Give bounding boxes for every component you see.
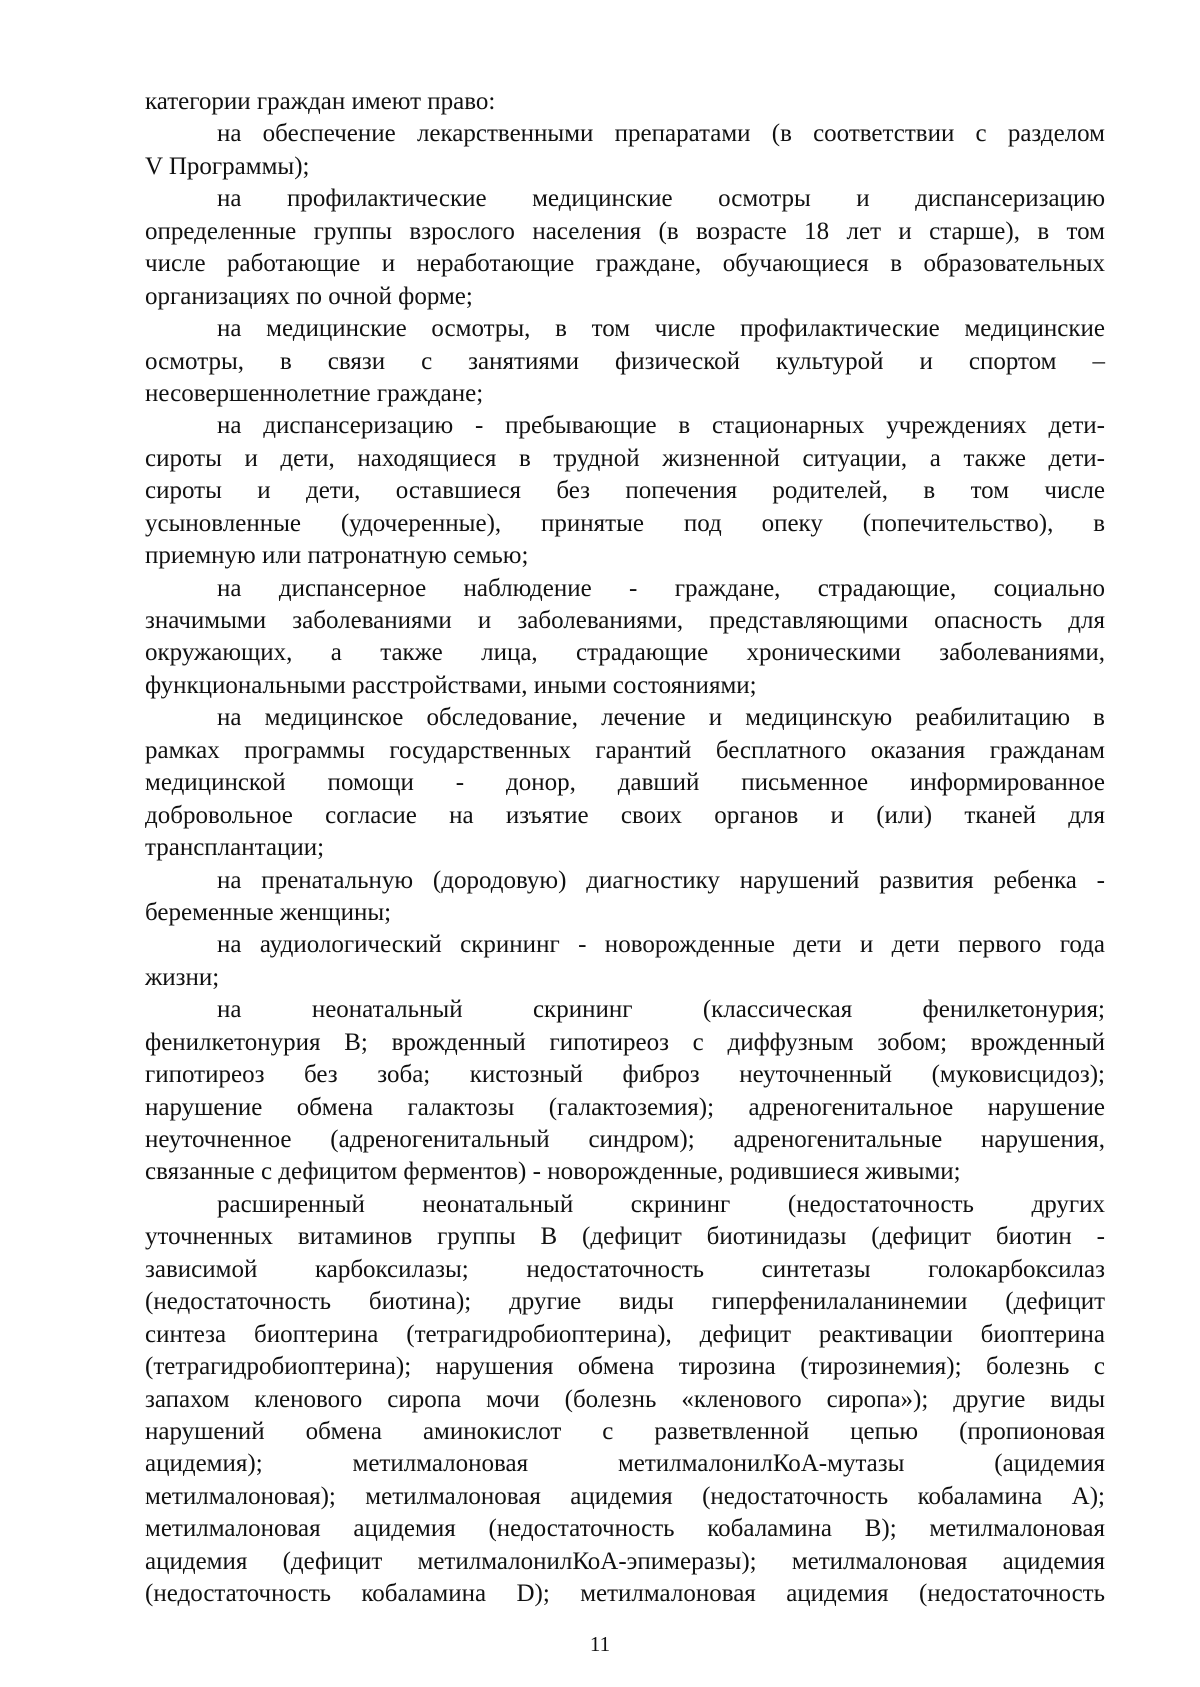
text-line: функциональными расстройствами, иными состояниями; [145,671,757,699]
text-line: уточненных витаминов группы В (дефицит биотинидазы (дефицит биотин - [145,1223,1105,1251]
text-line: нарушение обмена галактозы (галактоземия); адреногенитальное нарушение [145,1093,1105,1121]
text-line: на медицинские осмотры, в том числе профилактические медицинские [217,315,1105,343]
text-line: добровольное согласие на изъятие своих органов и (или) тканей для [145,801,1105,829]
text-line: синтеза биоптерина (тетрагидробиоптерина), дефицит реактивации биоптерина [145,1320,1105,1348]
text-line: трансплантации; [145,834,325,862]
text-line: неуточненное (адреногенитальный синдром); адреногенитальные нарушения, [145,1126,1105,1153]
text-line: определенные группы взрослого населения (в возрасте 18 лет и старше), в том [145,217,1105,245]
text-line: метилмалоновая ацидемия (недостаточность кобаламина В); метилмалоновая [145,1515,1105,1543]
text-line: (недостаточность биотина); другие виды гиперфенилаланинемии (дефицит [145,1288,1105,1316]
text-line: сироты и дети, находящиеся в трудной жизненной ситуации, а также дети- [145,444,1105,472]
text-line: значимыми заболеваниями и заболеваниями, представляющими опасность для [145,607,1105,634]
text-line: на диспансерное наблюдение - граждане, страдающие, социально [217,574,1105,602]
text-line: запахом кленового сиропа мочи (болезнь «кленового сиропа»); другие виды [145,1385,1105,1413]
text-line: зависимой карбоксилазы; недостаточность синтетазы голокарбоксилаз [145,1255,1105,1283]
text-line: метилмалоновая); метилмалоновая ацидемия (недостаточность кобаламина А); [145,1482,1105,1510]
text-line: гипотиреоз без зоба; кистозный фиброз неуточненный (муковисцидоз); [145,1061,1105,1089]
text-line: категории граждан имеют право: [145,88,496,115]
text-line: связанные с дефицитом ферментов) - новорожденные, родившиеся живыми; [145,1158,961,1186]
text-line: окружающих, а также лица, страдающие хроническими заболеваниями, [145,639,1105,667]
text-line: на пренатальную (дородовую) диагностику нарушений развития ребенка - [217,866,1105,894]
page-number: 11 [589,1632,611,1656]
text-line: на медицинское обследование, лечение и медицинскую реабилитацию в [217,704,1105,732]
text-line: рамках программы государственных гарантий бесплатного оказания гражданам [145,736,1105,764]
text-line: (недостаточность кобаламина D); метилмалоновая ацидемия (недостаточность [145,1580,1105,1608]
text-line: медицинской помощи - донор, давший письменное информированное [145,769,1105,797]
text-line: усыновленные (удочеренные), принятые под опеку (попечительство), в [145,509,1105,537]
text-line: V Программы); [145,152,310,180]
text-line: на неонатальный скрининг (классическая фенилкетонурия; [217,996,1105,1024]
text-line: на профилактические медицинские осмотры и диспансеризацию [217,185,1105,213]
text-line: сироты и дети, оставшиеся без попечения родителей, в том числе [145,477,1105,505]
text-line: жизни; [145,963,220,991]
text-line: нарушений обмена аминокислот с разветвленной цепью (пропионовая [145,1417,1105,1445]
text-line: ацидемия); метилмалоновая метилмалонилКоА-мутазы (ацидемия [145,1450,1105,1478]
text-line: фенилкетонурия В; врожденный гипотиреоз с диффузным зобом; врожденный [145,1028,1105,1056]
text-line: беременные женщины; [145,898,392,926]
text-line: несовершеннолетние граждане; [145,379,484,407]
text-line: приемную или патронатную семью; [145,542,529,570]
text-line: организациях по очной форме; [145,282,473,310]
text-line: расширенный неонатальный скрининг (недостаточность других [217,1190,1105,1218]
text-line: на обеспечение лекарственными препаратами (в соответствии с разделом [217,120,1105,148]
text-line: ацидемия (дефицит метилмалонилКоА-эпимеразы); метилмалоновая ацидемия [145,1547,1105,1575]
body-text [145,86,1105,1611]
text-line: (тетрагидробиоптерина); нарушения обмена тирозина (тирозинемия); болезнь с [145,1353,1105,1381]
text-line: числе работающие и неработающие граждане, обучающиеся в образовательных [145,250,1105,278]
text-line: осмотры, в связи с занятиями физической культурой и спортом – [145,347,1105,375]
text-line: на аудиологический скрининг - новорожденные дети и дети первого года [217,931,1105,959]
text-line: на диспансеризацию - пребывающие в стационарных учреждениях дети- [217,412,1105,440]
